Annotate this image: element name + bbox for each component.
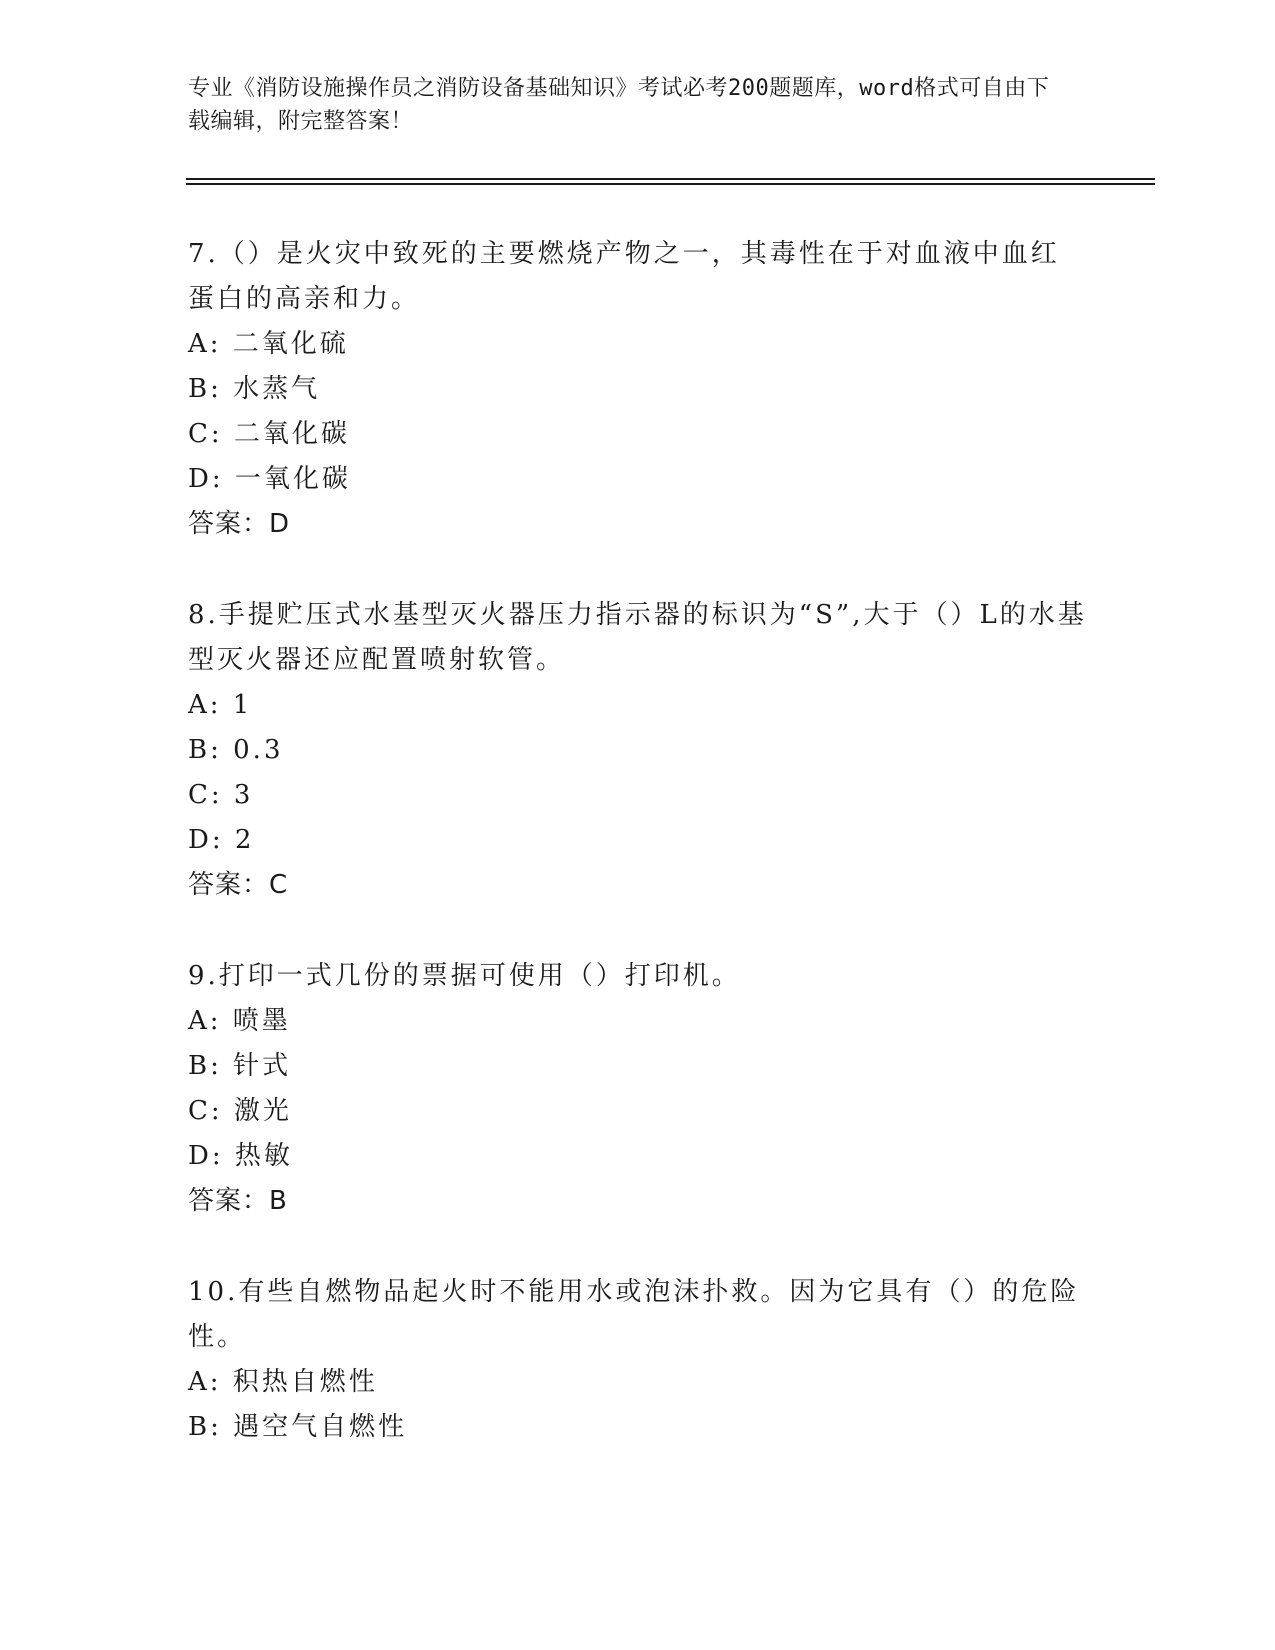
question-text: 9.打印一式几份的票据可使用（）打印机。 [188,961,741,991]
option-b: B: 0.3 [188,735,284,765]
answer-line: 答案：D [188,509,291,539]
document-header: 专业《消防设施操作员之消防设备基础知识》考试必考200题题库，word格式可自由下载编辑，附完整答案！ [188,76,1050,134]
option-a: A: 喷墨 [188,1006,291,1036]
question-text: 10.有些自燃物品起火时不能用水或泡沫扑救。因为它具有（）的危险性。 [188,1277,1080,1352]
question-text: 8.手提贮压式水基型灭火器压力指示器的标识为“S”,大于（）L的水基型灭火器还应配置喷射软管。 [188,600,1087,675]
option-a: A: 二氧化硫 [188,329,349,359]
option-b: B: 针式 [188,1051,292,1081]
header-divider-bottom [186,183,1155,185]
option-d: D: 一氧化碳 [188,464,351,494]
option-b: B: 水蒸气 [188,374,321,404]
option-c: C: 二氧化碳 [188,419,350,449]
question-7 [188,232,1088,547]
answer-line: 答案：C [188,870,289,900]
option-d: D: 2 [188,825,255,855]
option-a: A: 1 [188,690,253,720]
option-d: D: 热敏 [188,1141,293,1171]
option-b: B: 遇空气自燃性 [188,1412,408,1442]
option-a: A: 积热自燃性 [188,1367,378,1397]
question-list [188,232,1088,1496]
question-10 [188,1270,1088,1450]
question-9 [188,954,1088,1224]
answer-line: 答案：B [188,1186,288,1216]
option-c: C: 激光 [188,1096,292,1126]
question-8 [188,593,1088,908]
header-divider-top [186,178,1155,180]
question-text: 7.（）是火灾中致死的主要燃烧产物之一，其毒性在于对血液中血红蛋白的高亲和力。 [188,239,1060,314]
option-c: C: 3 [188,780,254,810]
